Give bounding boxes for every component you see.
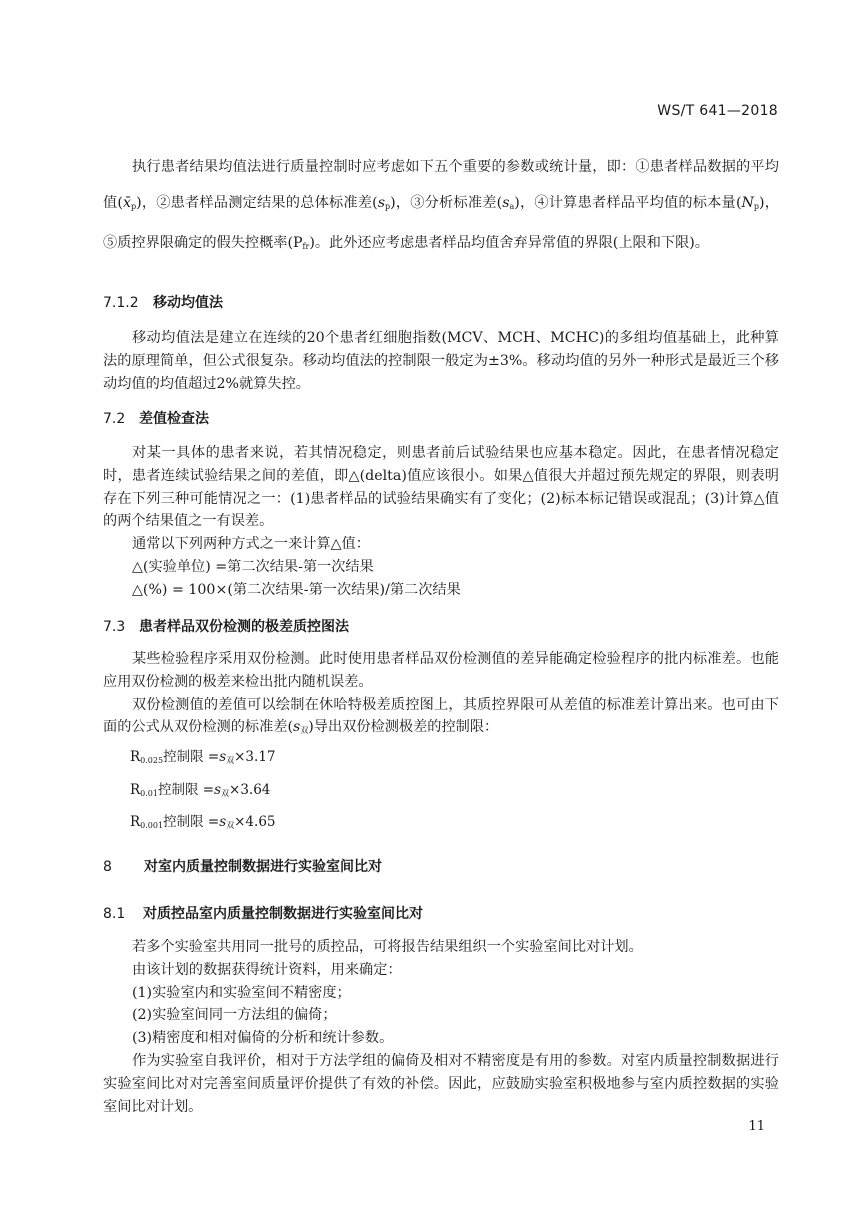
list-item: (3)精密度和相对偏倚的分析和统计参数。: [132, 1030, 394, 1047]
mean-symbol: x̄: [122, 195, 131, 212]
control-limit-formula: $R_{0.01}$控制限 $=s_双\times 3.64$: [130, 782, 271, 798]
section-body-7-3: 某些检验程序采用双份检测。此时使用患者样品双份检测值的差异能确定检验程序的批内标准差。也能应用双份检测的极差来检出批内随机误差。 双份检测值的差值可以绘制在休哈特极差质控图上，其质控界限可从差值的标准差计算出来。也可由下面的公式从双份检测的标准差$(s_双)$导出双份检测极差的控制限：: [103, 651, 779, 736]
control-limit-formula: $R_{0.025}$控制限 $=s_双\times 3.17$: [130, 749, 276, 765]
section-body-8-1: 若多个实验室共用同一批号的质控品，可将报告结果组织一个实验室间比对计划。 由该计划的数据获得统计资料，用来确定： (1)实验室内和实验室间不精密度； (2)实验室间同一方法组的偏倚； (3)精密度和相对偏倚的分析和统计参数。 作为实验室自我评价，相对于方法学组的偏倚及相对不精密度是有用的参数。对室内质量控制数据进行实验室间比对对完善室间质量评价提供了有效的补偿。因此，应鼓励实验室积极地参与室内质控数据的实验室间比对计划。: [103, 939, 779, 1115]
section-heading-8-1: 8.1 对质控品室内质量控制数据进行实验室间比对: [103, 906, 423, 922]
list-item: (2)实验室间同一方法组的偏倚；: [132, 1007, 337, 1024]
list-item: (1)实验室内和实验室间不精密度；: [132, 984, 351, 1001]
section-body-7-2: 对某一具体的患者来说，若其情况稳定，则患者前后试验结果也应基本稳定。因此，在患者情况稳定时，患者连续试验结果之间的差值，即△(delta)值应该很小。如果△值很大并超过预先规定的界限，则表明存在下列三种可能情况之一：(1)患者样品的试验结果确实有了变化；(2)标本标记错误或混乱；(3)计算△值的两个结果值之一有误差。 通常以下列两种方式之一来计算△值： △(实验单位) =第二次结果-第一次结果 △(%) = 100×(第二次结果-第一次结果)/第二次结果: [103, 442, 779, 602]
intro-paragraph: 执行患者结果均值法进行质量控制时应考虑如下五个重要的参数或统计量，即：①患者样品数据的平均值$(x̄_p)$，②患者样品测定结果的总体标准差$(s_p)$，③分析标准差$(s_a)$，④计算患者样品平均值的标本量$(N_p)$，⑤质控界限确定的假失控概率$(P_{fr})$。此外还应考虑患者样品均值舍弃异常值的界限(上限和下限)。: [103, 159, 779, 252]
delta-formula-units: △(实验单位) =第二次结果-第一次结果: [132, 558, 374, 575]
section-body-7-1-2: 移动均值法是建立在连续的20个患者红细胞指数(MCV、MCH、MCHC)的多组均值基础上，此种算法的原理简单，但公式很复杂。移动均值法的控制限一般定为±3%。移动均值的另外一种形式是最近三个移动均值的均值超过2%就算失控。: [103, 330, 779, 392]
standard-code: WS/T 641—2018: [657, 103, 778, 119]
section-heading-7-3: 7.3 患者样品双份检测的极差质控图法: [103, 619, 349, 635]
delta-formula-percent: △(%) = 100×(第二次结果-第一次结果)/第二次结果: [132, 581, 461, 598]
section-heading-7-1-2: 7.1.2 移动均值法: [103, 295, 223, 311]
section-heading-7-2: 7.2 差值检查法: [103, 411, 209, 427]
chapter-heading-8: 8 对室内质量控制数据进行实验室间比对: [103, 859, 382, 875]
page-number: 11: [748, 1119, 765, 1134]
control-limit-formula: $R_{0.001}$控制限 $=s_双\times 4.65$: [130, 814, 276, 830]
